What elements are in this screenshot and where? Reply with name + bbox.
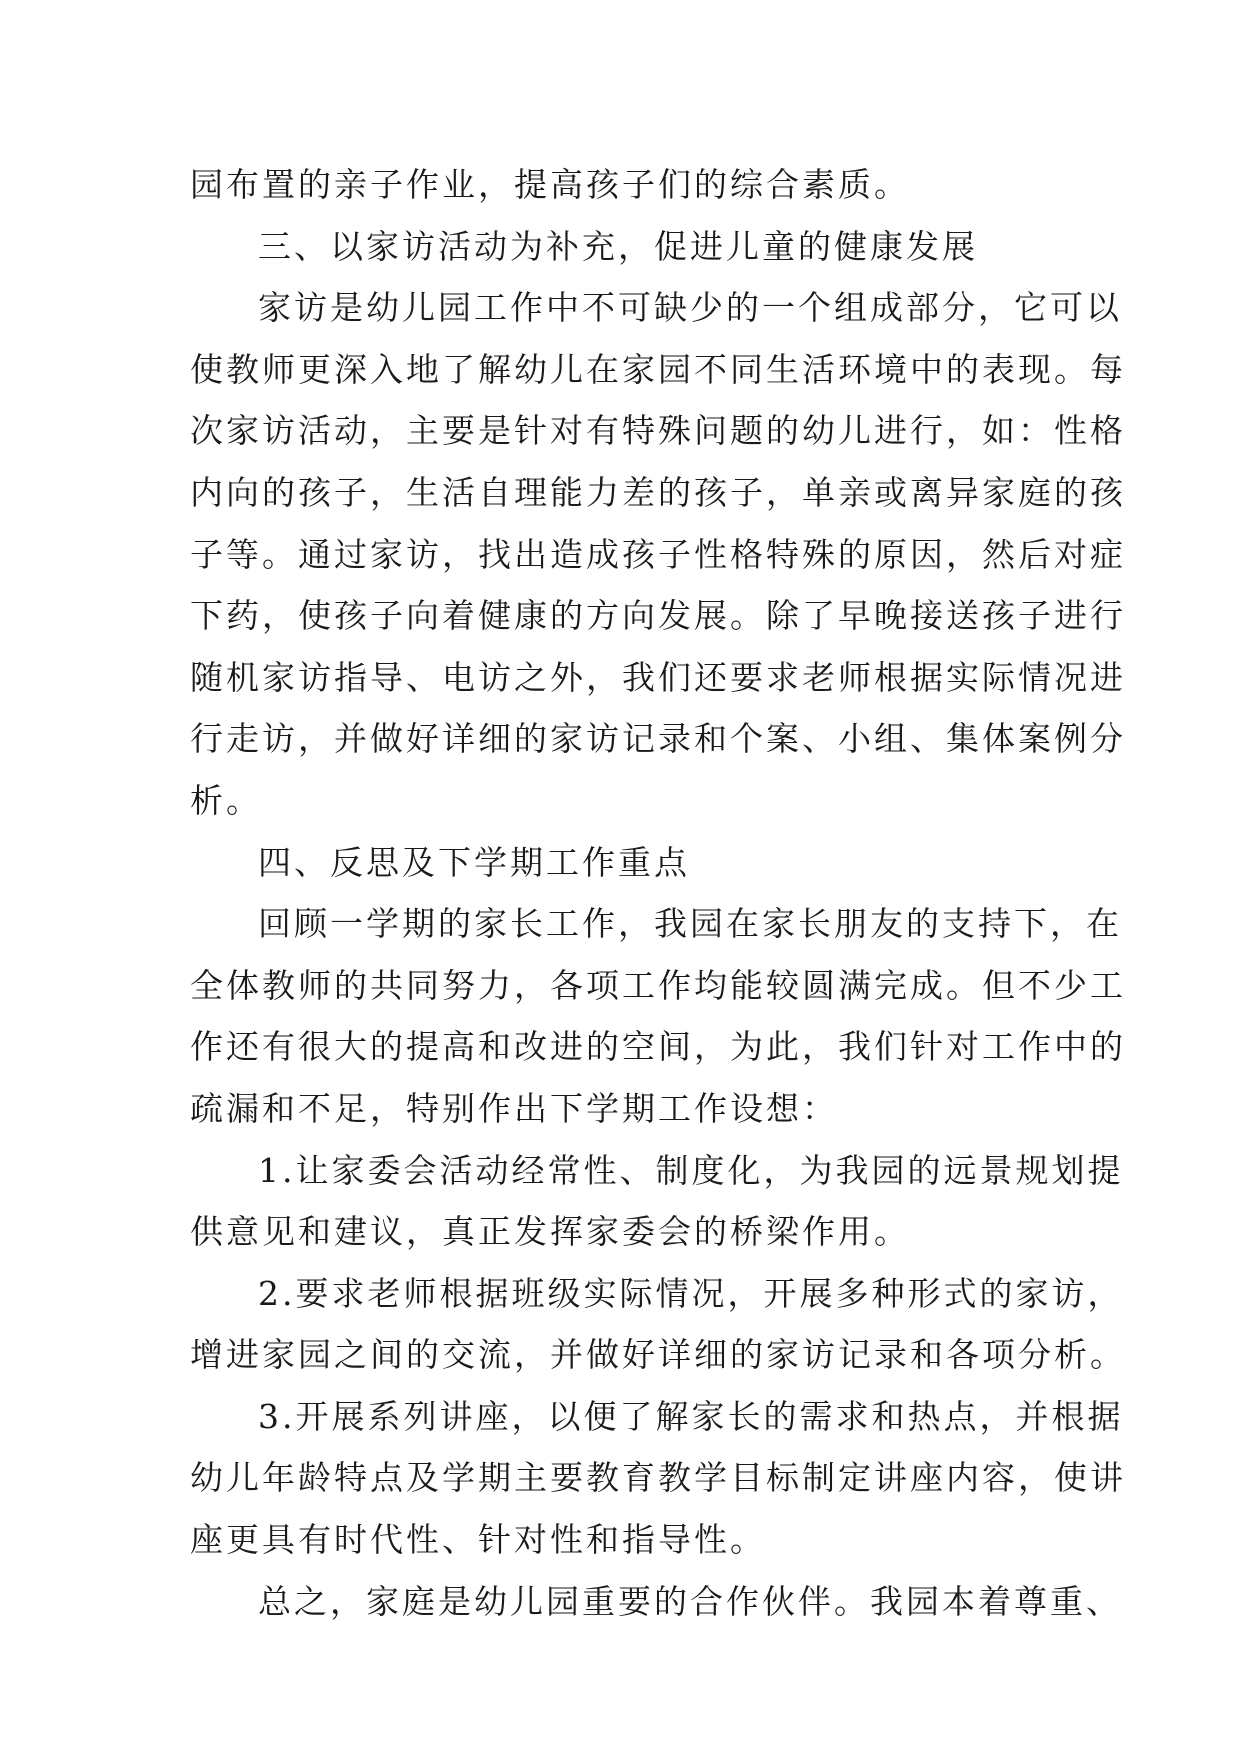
body-text: [190, 154, 1126, 1632]
text-line: 2.要求老师根据班级实际情况，开展多种形式的家访，: [258, 1273, 1124, 1313]
text-line: 四、反思及下学期工作重点: [258, 842, 690, 882]
text-line: 家访是幼儿园工作中不可缺少的一个组成部分，它可以: [258, 288, 1122, 328]
text-line: 全体教师的共同努力，各项工作均能较圆满完成。但不少工: [190, 965, 1126, 1005]
text-line: 随机家访指导、电访之外，我们还要求老师根据实际情况进: [190, 657, 1126, 697]
text-line: 次家访活动，主要是针对有特殊问题的幼儿进行，如：性格: [190, 411, 1126, 451]
text-line: 子等。通过家访，找出造成孩子性格特殊的原因，然后对症: [190, 534, 1126, 574]
text-line: 使教师更深入地了解幼儿在家园不同生活环境中的表现。每: [190, 349, 1126, 389]
text-line: 析。: [190, 780, 262, 820]
text-line: 下药，使孩子向着健康的方向发展。除了早晚接送孩子进行: [190, 596, 1126, 636]
text-line: 行走访，并做好详细的家访记录和个案、小组、集体案例分: [190, 719, 1126, 759]
text-line: 总之，家庭是幼儿园重要的合作伙伴。我园本着尊重、: [258, 1581, 1122, 1621]
text-line: 增进家园之间的交流，并做好详细的家访记录和各项分析。: [190, 1335, 1126, 1375]
text-line: 供意见和建议，真正发挥家委会的桥梁作用。: [190, 1212, 910, 1252]
text-line: 园布置的亲子作业，提高孩子们的综合素质。: [190, 165, 910, 204]
text-line: 幼儿年龄特点及学期主要教育教学目标制定讲座内容，使讲: [190, 1458, 1126, 1498]
text-line: 座更具有时代性、针对性和指导性。: [190, 1520, 766, 1560]
text-line: 三、以家访活动为补充，促进儿童的健康发展: [258, 226, 978, 266]
text-line: 回顾一学期的家长工作，我园在家长朋友的支持下，在: [258, 904, 1122, 944]
text-line: 3.开展系列讲座，以便了解家长的需求和热点，并根据: [258, 1396, 1124, 1436]
text-line: 1.让家委会活动经常性、制度化，为我园的远景规划提: [258, 1150, 1124, 1190]
text-line: 疏漏和不足，特别作出下学期工作设想：: [190, 1088, 838, 1128]
text-line: 作还有很大的提高和改进的空间，为此，我们针对工作中的: [190, 1027, 1126, 1067]
text-line: 内向的孩子，生活自理能力差的孩子，单亲或离异家庭的孩: [190, 472, 1126, 512]
